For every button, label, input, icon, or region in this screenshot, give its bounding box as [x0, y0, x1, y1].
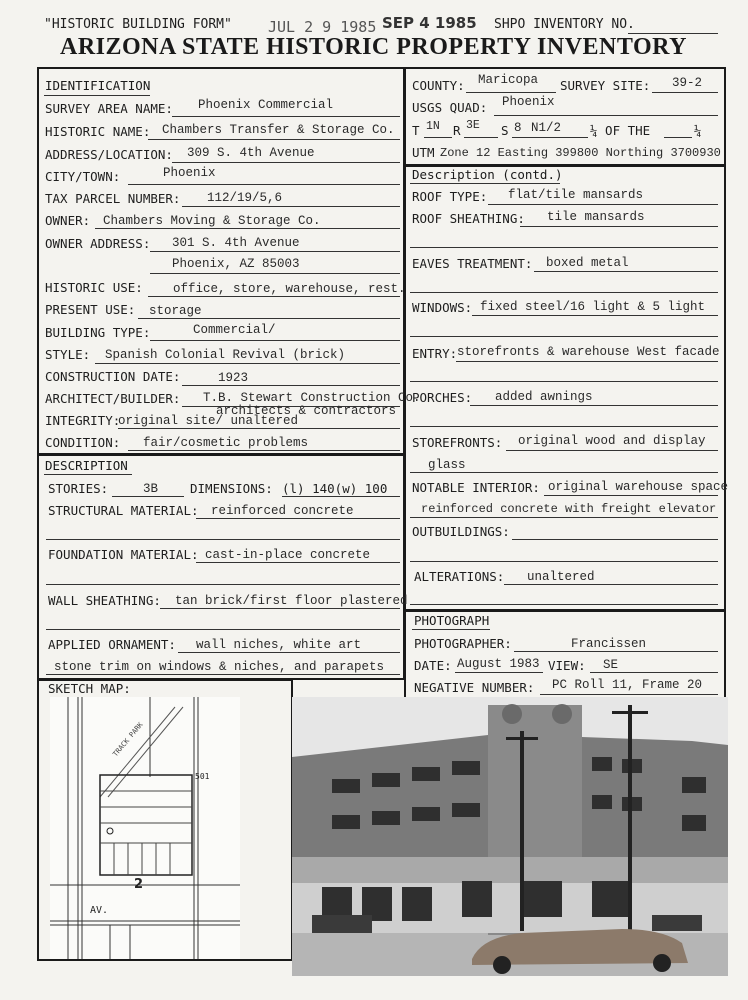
heading-underline	[410, 183, 560, 184]
field-line	[182, 406, 400, 407]
identification-heading: IDENTIFICATION	[45, 78, 151, 93]
roof-type-label: ROOF TYPE:	[412, 189, 488, 204]
tax-parcel-label: TAX PARCEL NUMBER:	[45, 191, 181, 206]
tax-parcel-value: 112/19/5,6	[207, 191, 283, 205]
field-line	[410, 517, 718, 518]
field-line	[46, 584, 400, 585]
description-heading: DESCRIPTION	[45, 458, 128, 473]
field-line	[494, 115, 718, 116]
historic-name-value: Chambers Transfer & Storage Co.	[162, 123, 395, 137]
eaves-value: boxed metal	[546, 256, 629, 270]
field-line	[520, 226, 718, 227]
section-value: 8	[514, 121, 522, 135]
sketch-lot-number: 2	[134, 877, 144, 892]
porches-label: PORCHES:	[412, 390, 473, 405]
field-line	[172, 162, 400, 163]
photo-view-label: VIEW:	[548, 658, 586, 673]
photographer-value: Francissen	[571, 637, 647, 651]
utm-value: Zone 12 Easting 399800 Northing 3700930	[440, 146, 721, 160]
field-line	[472, 315, 718, 316]
field-line	[160, 608, 400, 609]
field-line	[540, 694, 718, 695]
storefronts-value-1: original wood and display	[518, 434, 706, 448]
applied-ornament-value-1: wall niches, white art	[196, 638, 362, 652]
usgs-quad-value: Phoenix	[502, 95, 555, 109]
range-label: R	[453, 123, 461, 138]
notable-interior-value-2: reinforced concrete with freight elevator	[421, 502, 717, 516]
owner-address-line-1: 301 S. 4th Avenue	[172, 236, 300, 250]
shpo-inventory-label: SHPO INVENTORY NO.	[494, 17, 635, 32]
field-line	[470, 405, 718, 406]
structural-material-value: reinforced concrete	[211, 504, 354, 518]
field-line	[410, 336, 718, 337]
entry-label: ENTRY:	[412, 346, 458, 361]
field-line	[182, 206, 400, 207]
present-use-label: PRESENT USE:	[45, 302, 136, 317]
photograph-heading: PHOTOGRAPH	[414, 613, 490, 628]
field-line	[410, 472, 718, 473]
description-contd-heading: Description (contd.)	[412, 167, 563, 182]
negative-number-label: NEGATIVE NUMBER:	[414, 680, 535, 695]
sketch-map	[50, 697, 240, 959]
received-stamp-date: JUL 2 9 1985	[268, 18, 377, 36]
owner-label: OWNER:	[45, 213, 91, 228]
eaves-label: EAVES TREATMENT:	[412, 256, 533, 271]
heading-underline	[44, 474, 132, 475]
field-line	[196, 562, 400, 563]
building-photo	[292, 697, 728, 976]
field-line	[46, 629, 400, 630]
photographer-label: PHOTOGRAPHER:	[414, 636, 512, 651]
usgs-quad-label: USGS QUAD:	[412, 100, 488, 115]
township-value: 1N	[426, 120, 440, 133]
storefronts-value-2: glass	[428, 458, 466, 472]
building-photo-drawing	[292, 697, 728, 976]
historic-use-label: HISTORIC USE:	[45, 280, 143, 295]
sketch-street-label: AV.	[90, 905, 109, 916]
survey-area-value: Phoenix Commercial	[198, 98, 334, 112]
owner-address-line-2: Phoenix, AZ 85003	[172, 257, 300, 271]
field-line	[512, 539, 718, 540]
foundation-material-value: cast-in-place concrete	[205, 548, 371, 562]
field-line	[464, 137, 498, 138]
field-line	[128, 450, 400, 451]
city-label: CITY/TOWN:	[45, 169, 121, 184]
condition-value: fair/cosmetic problems	[143, 436, 309, 450]
outbuildings-label: OUTBUILDINGS:	[412, 524, 510, 539]
field-line	[652, 92, 718, 93]
foundation-material-label: FOUNDATION MATERIAL:	[48, 547, 199, 562]
dimensions-value: (l) 140(w) 100	[282, 481, 388, 496]
field-line	[282, 496, 400, 497]
field-line	[178, 652, 400, 653]
field-line	[118, 428, 400, 429]
storefronts-label: STOREFRONTS:	[412, 435, 503, 450]
range-value: 3E	[466, 119, 480, 132]
present-use-value: storage	[149, 304, 202, 318]
porches-value: added awnings	[495, 390, 593, 404]
field-line	[488, 204, 718, 205]
form-name: "HISTORIC BUILDING FORM"	[44, 17, 232, 32]
page-title: ARIZONA STATE HISTORIC PROPERTY INVENTORY	[60, 34, 687, 60]
wall-sheathing-value: tan brick/first floor plastered	[175, 594, 408, 608]
windows-label: WINDOWS:	[412, 300, 473, 315]
construction-date-value: 1923	[218, 371, 249, 385]
field-line	[148, 139, 400, 140]
field-line	[410, 292, 718, 293]
field-line	[112, 496, 184, 497]
field-line	[95, 228, 400, 229]
field-line	[410, 426, 718, 427]
quarter-of-the: ¼ OF THE	[590, 123, 651, 138]
applied-ornament-label: APPLIED ORNAMENT:	[48, 637, 176, 652]
field-line	[148, 296, 400, 297]
received-stamp-date-2: SEP 4 1985	[382, 14, 477, 32]
architect-line-2: architects & contractors	[216, 404, 397, 418]
roof-sheathing-value: tile mansards	[547, 210, 645, 224]
field-line	[150, 251, 400, 252]
field-line	[534, 271, 718, 272]
field-line	[196, 518, 400, 519]
historic-name-label: HISTORIC NAME:	[45, 124, 151, 139]
field-line	[504, 584, 718, 585]
photo-date-value: August 1983	[457, 657, 540, 671]
field-line	[424, 137, 452, 138]
field-line	[410, 247, 718, 248]
field-line	[664, 137, 692, 138]
field-line	[410, 381, 718, 382]
roof-sheathing-label: ROOF SHEATHING:	[412, 211, 525, 226]
owner-value: Chambers Moving & Storage Co.	[103, 214, 321, 228]
condition-label: CONDITION:	[45, 435, 121, 450]
field-line	[95, 363, 400, 364]
sketch-map-drawing	[50, 697, 240, 959]
owner-address-label: OWNER ADDRESS:	[45, 236, 151, 251]
sketch-diag-street: TRACK PARK	[111, 720, 145, 759]
quarter-end: ¼	[694, 123, 702, 138]
field-line	[138, 318, 400, 319]
photo-date-label: DATE:	[414, 658, 452, 673]
field-line	[182, 385, 400, 386]
field-line	[410, 561, 718, 562]
field-line	[128, 184, 400, 185]
address-value: 309 S. 4th Avenue	[187, 146, 315, 160]
survey-site-label: SURVEY SITE:	[560, 78, 651, 93]
wall-sheathing-label: WALL SHEATHING:	[48, 593, 161, 608]
architect-label: ARCHITECT/BUILDER:	[45, 391, 181, 406]
section-label: S	[501, 123, 509, 138]
address-label: ADDRESS/LOCATION:	[45, 147, 173, 162]
heading-underline	[412, 629, 490, 630]
style-value: Spanish Colonial Revival (brick)	[105, 348, 346, 362]
stories-label: STORIES:	[48, 481, 109, 496]
field-line	[544, 495, 718, 496]
sketch-number: 501	[195, 772, 210, 781]
utm-label: UTM	[412, 145, 435, 160]
field-line	[590, 672, 718, 673]
building-type-value: Commercial/	[193, 323, 276, 337]
field-line	[455, 672, 543, 673]
notable-interior-value-1: original warehouse space	[548, 480, 729, 494]
description-contd-box	[404, 165, 729, 611]
integrity-label: INTEGRITY:	[45, 413, 121, 428]
integrity-value: original site/ unaltered	[118, 414, 299, 428]
field-line	[150, 273, 400, 274]
field-line	[514, 651, 718, 652]
roof-type-value: flat/tile mansards	[508, 188, 644, 202]
heading-underline	[44, 95, 150, 96]
quarter-value: N1/2	[531, 121, 562, 135]
alterations-value: unaltered	[527, 570, 595, 584]
county-value: Maricopa	[478, 73, 539, 87]
township-label: T	[412, 123, 420, 138]
field-line	[172, 116, 400, 117]
structural-material-label: STRUCTURAL MATERIAL:	[48, 503, 199, 518]
field-line	[466, 92, 556, 93]
windows-value: fixed steel/16 light & 5 light	[480, 300, 706, 314]
survey-site-value: 39-2	[672, 76, 703, 90]
field-line	[150, 340, 400, 341]
field-line	[46, 539, 400, 540]
field-line	[46, 674, 400, 675]
building-type-label: BUILDING TYPE:	[45, 325, 151, 340]
county-label: COUNTY:	[412, 78, 465, 93]
notable-interior-label: NOTABLE INTERIOR:	[412, 480, 540, 495]
architect-line-1: T.B. Stewart Construction Co.	[203, 391, 421, 405]
city-value: Phoenix	[163, 166, 216, 180]
entry-value: storefronts & warehouse West facade	[457, 345, 720, 359]
field-line	[410, 604, 718, 605]
field-line	[456, 361, 718, 362]
survey-area-label: SURVEY AREA NAME:	[45, 101, 173, 116]
alterations-label: ALTERATIONS:	[414, 569, 505, 584]
sketch-map-heading: SKETCH MAP:	[48, 681, 131, 696]
field-line	[506, 450, 718, 451]
stories-value: 3B	[143, 482, 159, 496]
dimensions-label: DIMENSIONS:	[190, 481, 273, 496]
historic-use-value: office, store, warehouse, rest.	[173, 282, 406, 296]
field-line	[512, 137, 588, 138]
applied-ornament-value-2: stone trim on windows & niches, and parapets	[54, 660, 385, 674]
photo-view-value: SE	[603, 658, 619, 672]
style-label: STYLE:	[45, 347, 91, 362]
construction-date-label: CONSTRUCTION DATE:	[45, 369, 181, 384]
negative-number-value: PC Roll 11, Frame 20	[552, 678, 703, 692]
